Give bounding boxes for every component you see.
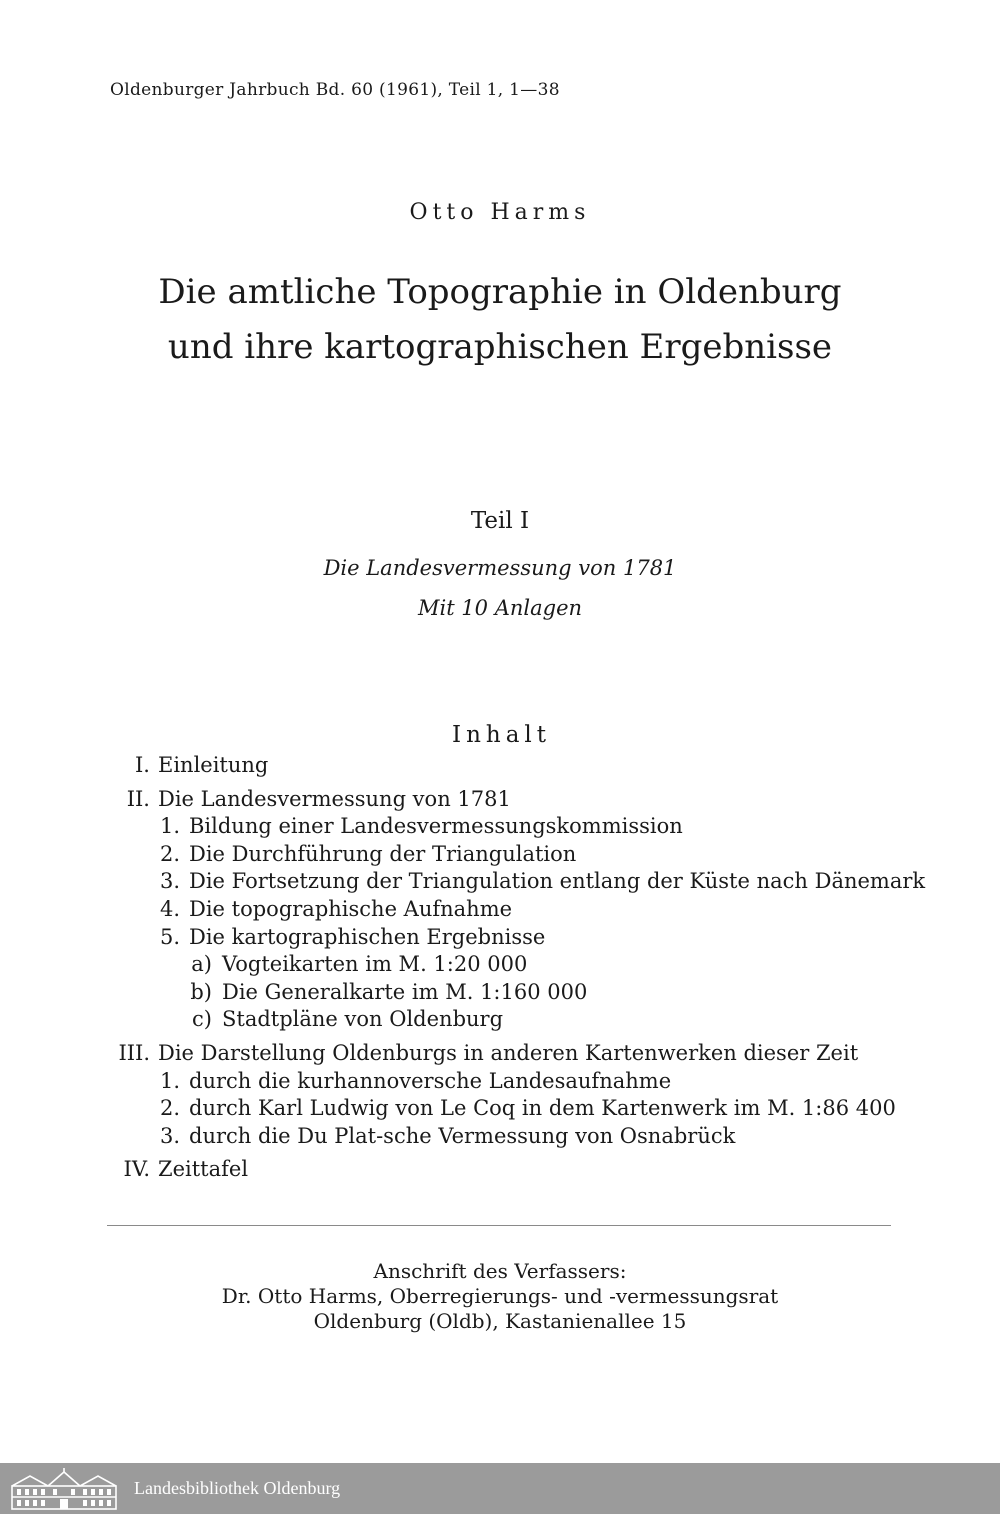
library-building-icon [8, 1466, 120, 1511]
toc-subitem-title: Stadtpläne von Oldenburg [222, 1007, 504, 1032]
toc-item-numeral: 5. [159, 924, 180, 949]
toc-section-title: Zeittafel [158, 1157, 249, 1182]
toc-item [0, 1095, 1000, 1123]
enclosures-note: Mit 10 Anlagen [417, 596, 583, 620]
running-head: Oldenburger Jahrbuch Bd. 60 (1961), Teil 1, 1—38 [110, 80, 560, 100]
toc-item [0, 924, 1000, 952]
toc-section-title: Die Landesvermessung von 1781 [158, 786, 511, 811]
part-subtitle: Die Landesvermessung von 1781 [323, 556, 677, 580]
toc-section-title: Einleitung [158, 753, 269, 777]
footer-bar [0, 1463, 1000, 1514]
toc-subitem [0, 951, 1000, 979]
part-label: Teil I [470, 508, 530, 534]
address-line-1: Dr. Otto Harms, Oberregierungs- und -vermessungsrat [221, 1284, 779, 1308]
toc-item [0, 1123, 1000, 1151]
toc-item-title: Die Durchführung der Triangulation [189, 841, 577, 866]
toc-item-title: durch Karl Ludwig von Le Coq in dem Kartenwerk im M. 1:86 400 [189, 1096, 896, 1121]
table-of-contents [0, 752, 1000, 1184]
toc-item-title: Die kartographischen Ergebnisse [189, 924, 546, 949]
footer-library-name: Landesbibliothek Oldenburg [134, 1478, 341, 1498]
toc-item [0, 896, 1000, 924]
toc-section-2 [0, 786, 1000, 814]
toc-item [0, 1068, 1000, 1096]
toc-subitem-title: Die Generalkarte im M. 1:160 000 [222, 979, 588, 1004]
toc-item [0, 813, 1000, 841]
toc-item-title: Bildung einer Landesvermessungskommission [189, 814, 683, 839]
article-title-line-2: und ihre kartographischen Ergebnisse [167, 327, 833, 367]
toc-item [0, 841, 1000, 869]
toc-item-numeral: 2. [159, 1096, 180, 1121]
toc-section-numeral: III. [118, 1040, 150, 1065]
toc-section-numeral: IV. [123, 1157, 150, 1182]
toc-section-3 [0, 1040, 1000, 1068]
toc-section-title: Die Darstellung Oldenburgs in anderen Kartenwerken dieser Zeit [158, 1040, 859, 1065]
address-label: Anschrift des Verfassers: [373, 1259, 627, 1283]
toc-item-title: Die Fortsetzung der Triangulation entlang der Küste nach Dänemark [189, 869, 926, 894]
toc-item-numeral: 2. [159, 841, 180, 866]
toc-subitem-title: Vogteikarten im M. 1:20 000 [222, 952, 528, 977]
toc-subitem [0, 979, 1000, 1007]
toc-item-title: Die topographische Aufnahme [189, 896, 513, 921]
article-title-line-1: Die amtliche Topographie in Oldenburg [158, 272, 842, 312]
toc-item-title: durch die kurhannoversche Landesaufnahme [189, 1068, 672, 1093]
section-divider [107, 1225, 891, 1226]
toc-subitem [0, 1006, 1000, 1034]
address-line-2: Oldenburg (Oldb), Kastanienallee 15 [313, 1309, 687, 1333]
toc-section-numeral: I. [135, 753, 150, 777]
toc-section-1 [0, 752, 1000, 780]
toc-item-numeral: 1. [159, 1068, 180, 1093]
toc-item-title: durch die Du Plat-sche Vermessung von Osnabrück [189, 1123, 736, 1148]
toc-item [0, 868, 1000, 896]
toc-subitem-numeral: b) [190, 979, 212, 1004]
toc-item-numeral: 3. [159, 1123, 180, 1148]
author-name: Otto Harms [409, 200, 591, 225]
toc-item-numeral: 3. [159, 869, 180, 894]
toc-item-numeral: 4. [159, 896, 180, 921]
toc-heading: Inhalt [452, 722, 552, 748]
toc-section-numeral: II. [126, 786, 150, 811]
toc-section-4 [0, 1156, 1000, 1184]
toc-subitem-numeral: c) [192, 1007, 212, 1032]
toc-item-numeral: 1. [159, 814, 180, 839]
toc-subitem-numeral: a) [191, 952, 212, 977]
